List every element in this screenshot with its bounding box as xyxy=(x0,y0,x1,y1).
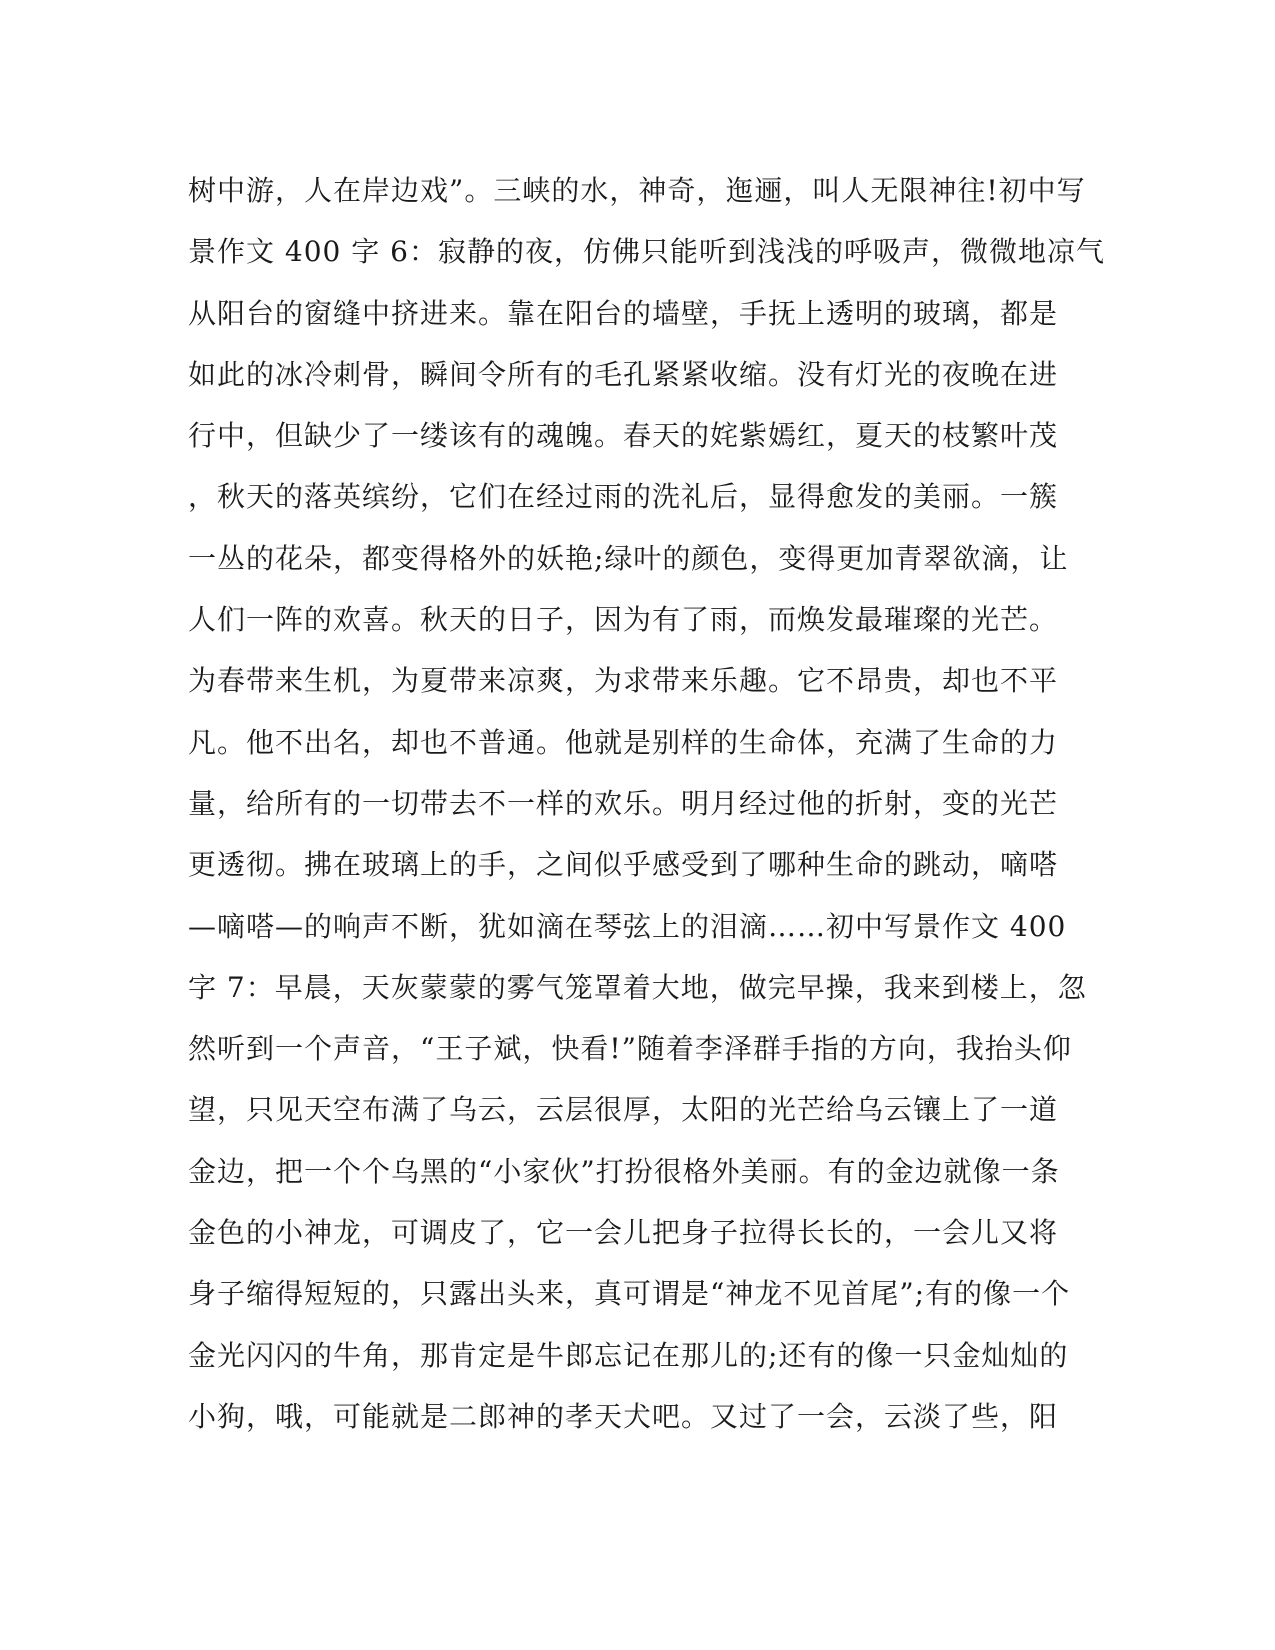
text-line: 金光闪闪的牛角，那肯定是牛郎忘记在那儿的;还有的像一只金灿灿的 xyxy=(188,1338,1069,1372)
body-text xyxy=(188,160,1105,1447)
text-line: 然听到一个声音，“王子斌，快看!”随着李泽群手指的方向，我抬头仰 xyxy=(188,1032,1072,1066)
text-line: 一丛的花朵，都变得格外的妖艳;绿叶的颜色，变得更加青翠欲滴，让 xyxy=(188,541,1069,575)
text-line: 如此的冰冷刺骨，瞬间令所有的毛孔紧紧收缩。没有灯光的夜晚在进 xyxy=(188,357,1059,391)
text-line: 树中游，人在岸边戏”。三峡的水，神奇，迤逦，叫人无限神往!初中写 xyxy=(188,174,1086,207)
text-line: 更透彻。拂在玻璃上的手，之间似乎感受到了哪种生命的跳动，嘀嗒 xyxy=(188,848,1059,882)
text-line: 望，只见天空布满了乌云，云层很厚，太阳的光芒给乌云镶上了一道 xyxy=(188,1093,1059,1127)
text-line: 人们一阵的欢喜。秋天的日子，因为有了雨，而焕发最璀璨的光芒。 xyxy=(188,603,1059,637)
text-line: 从阳台的窗缝中挤进来。靠在阳台的墙壁，手抚上透明的玻璃，都是 xyxy=(188,296,1059,330)
text-line: 小狗，哦，可能就是二郎神的孝天犬吧。又过了一会，云淡了些，阳 xyxy=(188,1399,1059,1433)
text-line: 身子缩得短短的，只露出头来，真可谓是“神龙不见首尾”;有的像一个 xyxy=(188,1277,1071,1311)
text-line: —嘀嗒—的响声不断，犹如滴在琴弦上的泪滴……初中写景作文 400 xyxy=(188,909,1067,943)
text-line: 凡。他不出名，却也不普通。他就是别样的生命体，充满了生命的力 xyxy=(188,725,1059,759)
text-line: ，秋天的落英缤纷，它们在经过雨的洗礼后，显得愈发的美丽。一簇 xyxy=(188,480,1059,514)
text-line: 为春带来生机，为夏带来凉爽，为求带来乐趣。它不昂贵，却也不平 xyxy=(188,664,1059,698)
text-line: 金色的小神龙，可调皮了，它一会儿把身子拉得长长的，一会儿又将 xyxy=(188,1216,1059,1250)
text-line: 金边，把一个个乌黑的“小家伙”打扮很格外美丽。有的金边就像一条 xyxy=(188,1154,1060,1188)
text-line: 景作文 400 字 6：寂静的夜，仿佛只能听到浅浅的呼吸声，微微地凉气 xyxy=(188,235,1105,269)
text-line: 量，给所有的一切带去不一样的欢乐。明月经过他的折射，变的光芒 xyxy=(188,786,1059,820)
text-line: 字 7：早晨，天灰蒙蒙的雾气笼罩着大地，做完早操，我来到楼上，忽 xyxy=(188,970,1087,1004)
text-line: 行中，但缺少了一缕该有的魂魄。春天的姹紫嫣红，夏天的枝繁叶茂 xyxy=(188,419,1059,453)
